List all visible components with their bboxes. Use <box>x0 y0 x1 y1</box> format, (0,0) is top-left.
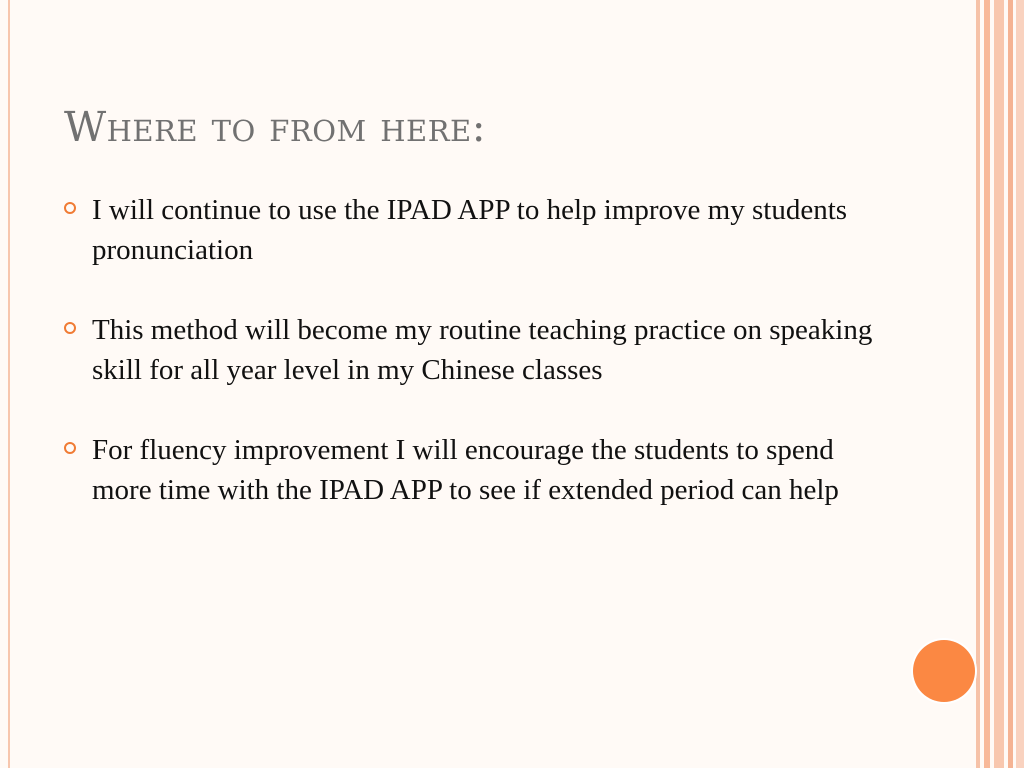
left-border-line <box>8 0 10 768</box>
bullet-text: I will continue to use the IPAD APP to help improve my students pronunciation <box>92 194 848 266</box>
right-decorative-stripe <box>984 0 990 768</box>
slide-title: Where to from here: <box>64 103 487 151</box>
hollow-circle-bullet-icon <box>64 202 76 214</box>
bullet-text: For fluency improvement I will encourage the students to spend more time with the IPAD APP to see if extended period can help <box>92 434 839 506</box>
bullet-item <box>64 430 884 510</box>
right-decorative-stripe <box>1016 0 1024 768</box>
right-decorative-stripe <box>976 0 980 768</box>
bullet-item <box>64 310 884 390</box>
right-decorative-stripe <box>994 0 1004 768</box>
hollow-circle-bullet-icon <box>64 322 76 334</box>
bullet-list <box>64 190 884 550</box>
right-decorative-stripe <box>1008 0 1013 768</box>
hollow-circle-bullet-icon <box>64 442 76 454</box>
decorative-orange-circle <box>913 640 975 702</box>
bullet-text: This method will become my routine teaching practice on speaking skill for all year level in my Chinese classes <box>92 314 873 386</box>
bullet-item <box>64 190 884 270</box>
